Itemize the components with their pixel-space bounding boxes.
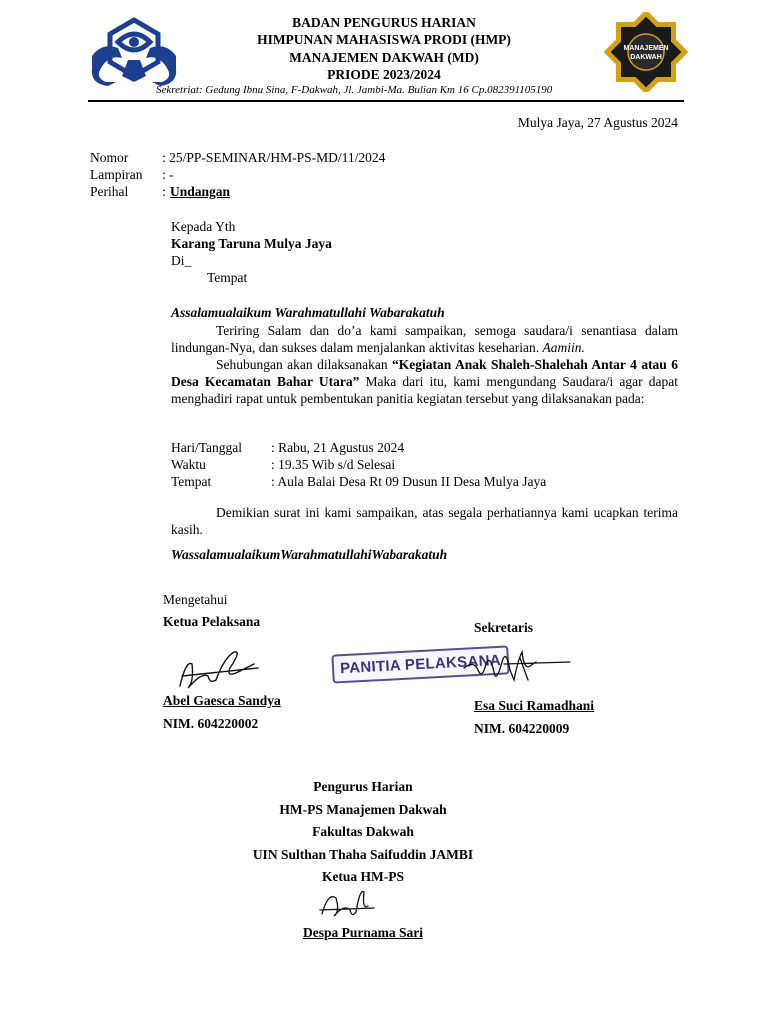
header-line-2: HIMPUNAN MAHASISWA PRODI (HMP) bbox=[257, 32, 511, 47]
left-signer-nim: NIM. 604220002 bbox=[163, 716, 259, 731]
detail-time-label: Waktu bbox=[171, 457, 206, 472]
left-signer-name: Abel Gaesca Sandya bbox=[163, 693, 281, 708]
right-signer-nim: NIM. 604220009 bbox=[474, 721, 570, 736]
logo-text-1: MANAJEMEN bbox=[623, 45, 669, 52]
paragraph-1-italic: Aamiin. bbox=[542, 340, 585, 355]
closing-greeting: WassalamualaikumWarahmatullahiWabarakatuh bbox=[171, 547, 448, 562]
detail-place-label: Tempat bbox=[171, 474, 212, 489]
paragraph-2-rest: Maka dari itu, kami mengundang Saudara/i agar dapat menghadiri rapat untuk pembentukan panitia kegiatan tersebut yang dilaksanakan pada: bbox=[171, 374, 679, 406]
nomor-value: : 25/PP-SEMINAR/HM-PS-MD/11/2024 bbox=[162, 150, 386, 165]
lampiran-label: Lampiran bbox=[90, 167, 143, 182]
committee-stamp: PANITIA PELAKSANA bbox=[331, 645, 509, 683]
paragraph-2-event: “Kegiatan Anak Shaleh-Shalehah Antar 4 atau 6 Desa Kecamatan Bahar Utara” bbox=[171, 357, 679, 389]
right-signer-name: Esa Suci Ramadhani bbox=[474, 698, 595, 713]
perihal-colon: : bbox=[162, 184, 166, 199]
recipient-line-1: Kepada Yth bbox=[171, 219, 236, 234]
recipient-line-4: Tempat bbox=[207, 270, 248, 285]
letter-date: Mulya Jaya, 27 Agustus 2024 bbox=[517, 115, 678, 130]
footer-name: Despa Purnama Sari bbox=[302, 925, 423, 940]
closing-paragraph: Demikian surat ini kami sampaikan, atas segala perhatiannya kami ucapkan terima kasih. bbox=[171, 505, 678, 537]
paragraph-2 bbox=[171, 356, 678, 407]
detail-day-label: Hari/Tanggal bbox=[171, 440, 243, 455]
header-address: Sekretriat: Gedung Ibnu Sina, F-Dakwah, Jl. Jambi-Ma. Bulian Km 16 Cp.082391105190 bbox=[156, 84, 553, 96]
detail-place-value: : Aula Balai Desa Rt 09 Dusun II Desa Mulya Jaya bbox=[271, 474, 547, 489]
footer-line-4: UIN Sulthan Thaha Saifuddin JAMBI bbox=[252, 847, 474, 862]
paragraph-1 bbox=[171, 322, 678, 356]
left-signer-role: Ketua Pelaksana bbox=[163, 614, 261, 629]
perihal-label: Perihal bbox=[90, 184, 129, 199]
header-line-3: MANAJEMEN DAKWAH (MD) bbox=[289, 50, 479, 65]
recipient-name: Karang Taruna Mulya Jaya bbox=[171, 236, 332, 251]
footer-line-2: HM-PS Manajemen Dakwah bbox=[279, 802, 447, 817]
right-signer-role: Sekretaris bbox=[474, 620, 533, 635]
paragraph-2-intro: Sehubungan akan dilaksanakan bbox=[216, 357, 388, 372]
lampiran-value: : - bbox=[162, 167, 174, 182]
right-signature bbox=[460, 640, 576, 692]
recipient-line-3: Di_ bbox=[171, 253, 192, 268]
detail-day-value: : Rabu, 21 Agustus 2024 bbox=[271, 440, 405, 455]
footer-line-1: Pengurus Harian bbox=[313, 779, 413, 794]
detail-time-value: : 19.35 Wib s/d Selesai bbox=[271, 457, 396, 472]
left-signature bbox=[172, 642, 262, 694]
footer-line-5: Ketua HM-PS bbox=[321, 869, 405, 884]
header-line-1: BADAN PENGURUS HARIAN bbox=[292, 15, 476, 30]
chair-signature bbox=[316, 884, 376, 924]
perihal-value: Undangan bbox=[170, 184, 231, 199]
nomor-label: Nomor bbox=[90, 150, 129, 165]
footer-line-3: Fakultas Dakwah bbox=[312, 824, 414, 839]
logo-text-2: DAKWAH bbox=[630, 54, 662, 61]
header-line-4: PRIODE 2023/2024 bbox=[327, 67, 441, 82]
opening-greeting: Assalamualaikum Warahmatullahi Wabarakatuh bbox=[171, 305, 445, 320]
header-divider bbox=[88, 100, 684, 102]
paragraph-1-text: Teriring Salam dan do’a kami sampaikan, semoga saudara/i senantiasa dalam lindungan-Nya, dan sukses dalam menjalankan aktivitas keseharian. bbox=[171, 323, 678, 355]
mengetahui-label: Mengetahui bbox=[163, 592, 228, 607]
